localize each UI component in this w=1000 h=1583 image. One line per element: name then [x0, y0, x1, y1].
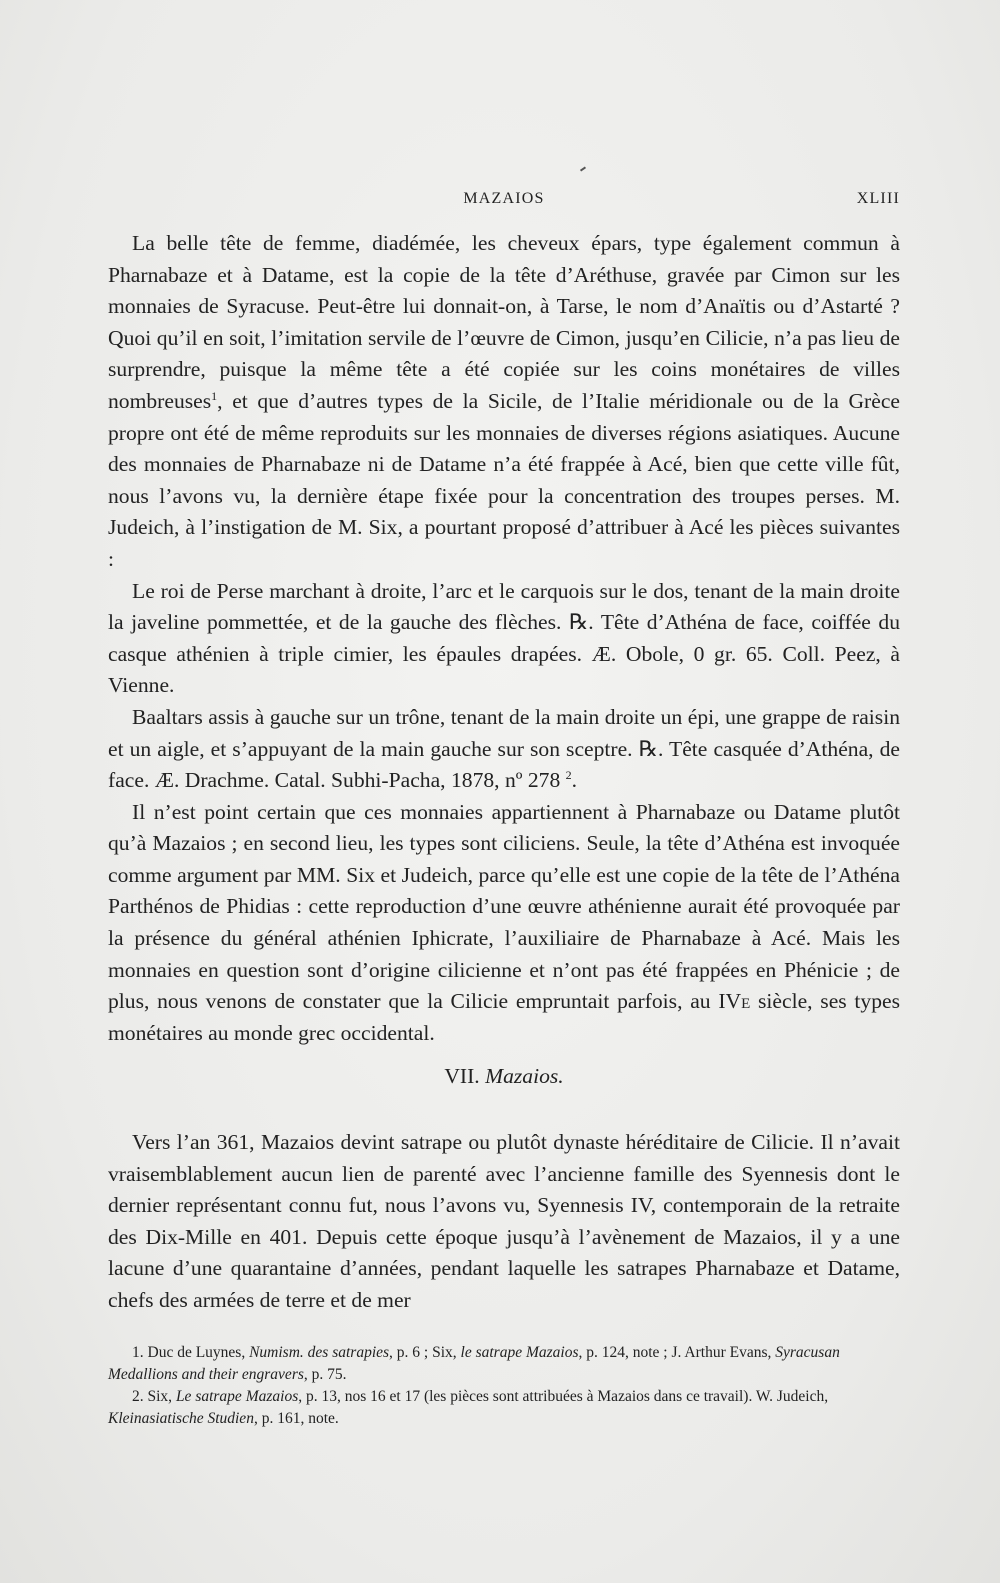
- paragraph-3: Baaltars assis à gauche sur un trône, tenant de la main droite un épi, une grappe de raisin et un aigle, et s’appuyant de la main gauche sur son sceptre. ℞. Tête casquée d’Athéna, de face. Æ. Drachme. Catal. Subhi-Pacha, 1878, nº 278 $^2$.: [108, 704, 900, 793]
- running-title: MAZAIOS: [463, 190, 545, 207]
- paragraph-4: [108, 797, 900, 1050]
- paragraph-3-text: Baaltars assis à gauche sur un trône, tenant de la main droite un épi, une grappe de raisin et un aigle, et s’appuyant de la main gauche sur son sceptre. ℞. Tête casquée d’Athéna, de face. Æ. Drachme. Catal. Subhi-Pacha, 1878, nº 278: [108, 704, 900, 793]
- footnote-2-text: , p. 161, note.: [253, 1410, 339, 1427]
- section-title: Mazaios.: [485, 1064, 564, 1089]
- paragraph-2: Le roi de Perse marchant à droite, l’arc et le carquois sur le dos, tenant de la main droite la javeline pommettée, et de la gauche des flèches. ℞. Tête d’Athéna de face, coiffée du casque athénien à triple cimier, les épaules drapées. Æ. Obole, 0 gr. 65. Coll. Peez, à Vienne.: [108, 578, 900, 698]
- footnote-1-title: Syracusan Medallions and their engravers: [108, 1344, 840, 1383]
- paragraph-5: Vers l’an 361, Mazaios devint satrape ou plutôt dynaste héréditaire de Cilicie. Il n’avait vraisemblablement aucun lien de parenté avec l’ancienne famille des Syennesis dont le dernier représentant connu fut, nous l’avons vu, Syennesis IV, contemporain de la retraite des Dix-Mille en 401. Depuis cette époque jusqu’à l’avènement de Mazaios, il y a une lacune d’une quarantaine d’années, pendant laquelle les satrapes Pharnabaze et Datame, chefs des armées de terre et de mer: [108, 1130, 900, 1312]
- section-heading: [108, 1061, 900, 1093]
- paragraph-4-text-cont: siècle, ses types monétaires au monde grec occidental.: [108, 989, 900, 1045]
- page-number: XLIII: [856, 190, 900, 207]
- paragraph-1-text-cont: , et que d’autres types de la Sicile, de l’Italie méridionale ou de la Grèce propre ont été de même reproduits sur les monnaies de diverses régions asiatiques. Aucune des monnaies de Pharnabaze ni de Datame n’a été frappée à Acé, bien que cette ville fût, nous l’avons vu, la dernière étape fixée pour la concentration des troupes perses. M. Judeich, à l’instigation de M. Six, a pourtant proposé d’attribuer à Acé les pièces suivantes :: [108, 388, 900, 571]
- footnote-2-title: Le satrape Mazaios: [175, 1388, 299, 1405]
- section-number: VII.: [444, 1064, 480, 1089]
- footnote-ref-1: 1: [211, 388, 218, 403]
- footnote-1: [108, 1342, 900, 1386]
- footnote-2-title: Kleinasiatische Studien: [108, 1410, 254, 1427]
- footnote-2-text: , p. 13, nos 16 et 17 (les pièces sont attribuées à Mazaios dans ce travail). W. Judeich,: [298, 1388, 829, 1405]
- footnote-1-text: , p. 75.: [303, 1366, 347, 1383]
- footnote-2-number: 2.: [132, 1388, 144, 1405]
- paragraph-1-text: La belle tête de femme, diadémée, les cheveux épars, type également commun à Pharnabaze et à Datame, est la copie de la tête d’Aréthuse, gravée par Cimon sur les monnaies de Syracuse. Peut-être lui donnait-on, à Tarse, le nom d’Anaïtis ou d’Astarté ? Quoi qu’il en soit, l’imitation servile de l’œuvre de Cimon, jusqu’en Cilicie, n’a pas lieu de surprendre, puisque la même tête a été copiée sur les coins monétaires de villes nombreuses: [108, 231, 900, 413]
- footnote-1-text: , p. 124, note ; J. Arthur Evans,: [578, 1344, 776, 1361]
- footnote-2: [108, 1386, 900, 1430]
- footnote-1-text: , p. 6 ; Six,: [389, 1344, 461, 1361]
- body-text: [108, 228, 900, 1317]
- paragraph-1: [108, 228, 900, 576]
- ink-mark: [580, 166, 586, 171]
- footnote-2-text: Six,: [143, 1388, 176, 1405]
- footnote-ref-2: 2: [565, 767, 572, 782]
- footnote-1-title: le satrape Mazaios: [460, 1344, 579, 1361]
- page-header: [108, 190, 900, 214]
- footnotes: [108, 1342, 900, 1430]
- footnote-1-number: 1.: [132, 1344, 144, 1361]
- century-numeral: IVe: [718, 989, 751, 1014]
- paragraph-4-text: Il n’est point certain que ces monnaies appartiennent à Pharnabaze ou Datame plutôt qu’à Mazaios ; en second lieu, les types sont ciliciens. Seule, la tête d’Athéna est invoquée comme argument par MM. Six et Judeich, parce qu’elle est une copie de la tête de l’Athéna Parthénos de Phidias : cette reproduction d’une œuvre athénienne aurait été provoquée par la présence du général athénien Iphicrate, l’auxiliaire de Pharnabaze à Acé. Mais les monnaies en question sont d’origine cilicienne et n’ont pas été frappées en Phénicie ; de plus, nous venons de constater que la Cilicie empruntait parfois, au: [108, 799, 900, 1014]
- footnote-1-title: Numism. des satrapies: [249, 1344, 390, 1361]
- footnote-1-text: Duc de Luynes,: [143, 1344, 250, 1361]
